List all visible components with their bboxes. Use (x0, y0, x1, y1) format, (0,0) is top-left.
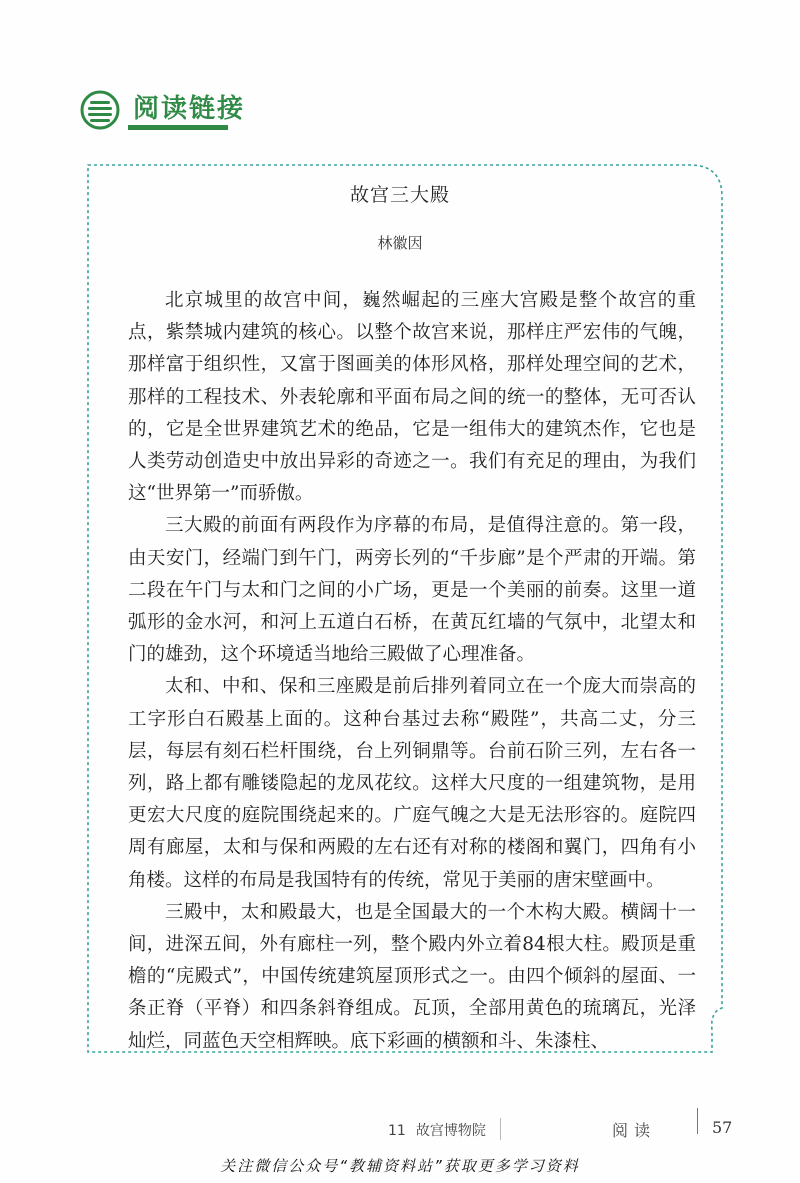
chapter-label (388, 1120, 486, 1140)
footer-divider (697, 1108, 698, 1134)
chapter-title: 故宫博物院 (415, 1123, 486, 1139)
paragraph: 太和、中和、保和三座殿是前后排列着同立在一个庞大而崇高的工字形白石殿基上面的。这种台基过去称“殿陛”，共高二丈，分三层，每层有刻石栏杆围绕，台上列铜鼎等。台前石阶三列，左右各一列，路上都有雕镂隐起的龙凤花纹。这样大尺度的一组建筑物，是用更宏大尺度的庭院围绕起来的。广庭气魄之大是无法形容的。庭院四周有廊屋，太和与保和两殿的左右还有对称的楼阁和翼门，四角有小角楼。这样的布局是我国特有的传统，常见于美丽的唐宋壁画中。 (128, 676, 696, 891)
footer-divider (500, 1118, 501, 1140)
heading-underline (128, 125, 228, 130)
watermark-text: 关注微信公众号“教辅资料站”获取更多学习资料 (220, 1157, 580, 1175)
chapter-number: 11 (388, 1123, 406, 1139)
article-author: 林徽因 (377, 234, 423, 252)
section-label: 阅读 (612, 1121, 657, 1140)
paragraph: 北京城里的故宫中间，巍然崛起的三座大宫殿是整个故宫的重点，紫禁城内建筑的核心。以整个故宫来说，那样庄严宏伟的气魄，那样富于组织性，又富于图画美的体形风格，那样处理空间的艺术，那样的工程技术、外表轮廓和平面布局之间的统一的整体，无可否认的，它是全世界建筑艺术的绝品，它是一组伟大的建筑杰作，它也是人类劳动创造史中放出异彩的奇迹之一。我们有充足的理由，为我们这“世界第一”而骄傲。 (128, 290, 696, 505)
article-body (128, 285, 696, 1058)
paragraph: 三大殿的前面有两段作为序幕的布局，是值得注意的。第一段，由天安门，经端门到午门，两旁长列的“千步廊”是个严肃的开端。第二段在午门与太和门之间的小广场，更是一个美丽的前奏。这里一道弧形的金水河，和河上五道白石桥，在黄瓦红墙的气氛中，北望太和门的雄劲，这个环境适当地给三殿做了心理准备。 (128, 515, 696, 666)
section-heading: 阅读链接 (133, 94, 246, 124)
article-title: 故宫三大殿 (349, 184, 450, 206)
book-rings-icon (80, 90, 120, 130)
page-number: 57 (712, 1118, 733, 1137)
paragraph: 三殿中，太和殿最大，也是全国最大的一个木构大殿。横阔十一间，进深五间，外有廊柱一列，整个殿内外立着84根大柱。殿顶是重檐的“庑殿式”，中国传统建筑屋顶形式之一。由四个倾斜的屋面、一条正脊（平脊）和四条斜脊组成。瓦顶，全部用黄色的琉璃瓦，光泽灿烂，同蓝色天空相辉映。底下彩画的横额和斗、朱漆柱、 (128, 901, 696, 1052)
